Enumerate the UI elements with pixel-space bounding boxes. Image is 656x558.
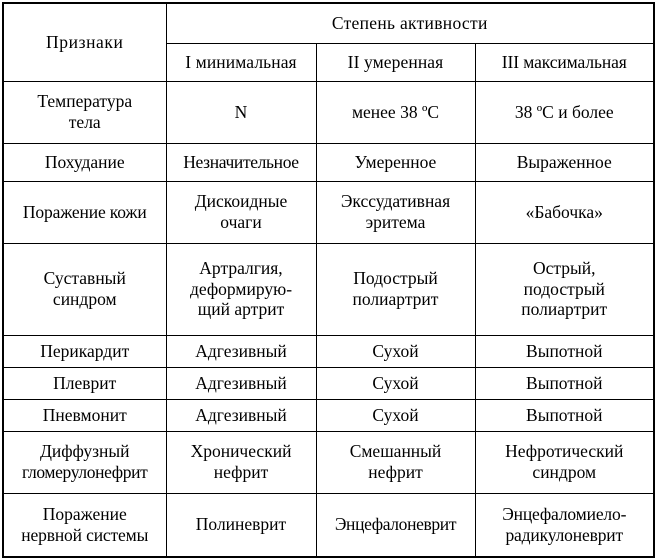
table-row bbox=[3, 399, 654, 431]
cell-line: Смешанный bbox=[349, 441, 442, 462]
table-row bbox=[3, 81, 654, 143]
cell-minimal: Адгезивный bbox=[166, 335, 316, 367]
cell-line: щий артрит bbox=[197, 299, 285, 320]
row-sign-pneumonitis: Пневмонит bbox=[3, 399, 166, 431]
cell-line: Артралгия, bbox=[199, 258, 283, 279]
row-sign-weight-loss: Похудание bbox=[3, 143, 166, 181]
cell-line: нефрит bbox=[213, 462, 269, 482]
cell-line: Хронический bbox=[190, 441, 292, 462]
sign-line: синдром bbox=[52, 289, 117, 309]
row-sign-joint-syndrome bbox=[3, 243, 166, 335]
header-signs: Признаки bbox=[3, 3, 166, 81]
header-degree-moderate: II умеренная bbox=[316, 43, 475, 81]
table-row bbox=[3, 243, 654, 335]
cell-maximal: Выпотной bbox=[475, 335, 654, 367]
sign-line: Диффузный bbox=[39, 441, 130, 462]
header-degree-maximal: III максимальная bbox=[475, 43, 654, 81]
sign-line: Температура bbox=[37, 91, 133, 112]
cell-minimal bbox=[166, 431, 316, 493]
cell-line: Подострый bbox=[353, 268, 438, 289]
cell-moderate: Сухой bbox=[316, 367, 475, 399]
sign-line: Поражение bbox=[42, 504, 127, 525]
cell-line: полиартрит bbox=[352, 289, 439, 309]
header-degree-minimal: I минимальная bbox=[166, 43, 316, 81]
cell-minimal: N bbox=[166, 81, 316, 143]
cell-maximal: 38 ºC и более bbox=[475, 81, 654, 143]
cell-line: подострый bbox=[523, 278, 605, 299]
cell-moderate bbox=[316, 243, 475, 335]
table-row bbox=[3, 493, 654, 557]
row-sign-nervous-system bbox=[3, 493, 166, 557]
table-header bbox=[3, 3, 654, 81]
cell-moderate bbox=[316, 181, 475, 243]
cell-moderate: Сухой bbox=[316, 399, 475, 431]
cell-maximal: «Бабочка» bbox=[475, 181, 654, 243]
row-sign-skin-lesion: Поражение кожи bbox=[3, 181, 166, 243]
cell-line: Острый, bbox=[532, 258, 596, 279]
cell-line: Энцефаломиело- bbox=[502, 504, 627, 525]
sign-line: Суставный bbox=[43, 268, 126, 289]
table-row bbox=[3, 335, 654, 367]
cell-line: синдром bbox=[532, 462, 597, 482]
cell-maximal: Выпотной bbox=[475, 367, 654, 399]
cell-minimal: Полиневрит bbox=[166, 493, 316, 557]
table-body bbox=[3, 81, 654, 557]
cell-moderate: Сухой bbox=[316, 335, 475, 367]
table-row bbox=[3, 181, 654, 243]
sign-line: нервной системы bbox=[21, 524, 149, 545]
cell-maximal bbox=[475, 431, 654, 493]
cell-line: эритема bbox=[365, 212, 426, 232]
cell-moderate bbox=[316, 431, 475, 493]
cell-moderate: Умеренное bbox=[316, 143, 475, 181]
cell-maximal bbox=[475, 243, 654, 335]
cell-line: Дискоидные bbox=[194, 191, 288, 212]
cell-moderate: менее 38 ºC bbox=[316, 81, 475, 143]
cell-line: очаги bbox=[220, 212, 262, 232]
cell-minimal: Адгезивный bbox=[166, 399, 316, 431]
row-sign-pericarditis: Перикардит bbox=[3, 335, 166, 367]
header-row-top bbox=[3, 3, 654, 43]
cell-minimal: Адгезивный bbox=[166, 367, 316, 399]
cell-minimal bbox=[166, 181, 316, 243]
cell-line: Экссудативная bbox=[340, 191, 451, 212]
table-row bbox=[3, 143, 654, 181]
cell-line: нефрит bbox=[368, 462, 423, 482]
row-sign-pleurisy: Плеврит bbox=[3, 367, 166, 399]
cell-maximal: Выпотной bbox=[475, 399, 654, 431]
cell-minimal bbox=[166, 243, 316, 335]
cell-moderate: Энцефалоневрит bbox=[316, 493, 475, 557]
cell-line: деформирую- bbox=[189, 278, 293, 299]
activity-degrees-table bbox=[2, 2, 655, 558]
table-row bbox=[3, 431, 654, 493]
cell-maximal: Выраженное bbox=[475, 143, 654, 181]
sign-line: тела bbox=[68, 112, 101, 132]
cell-maximal bbox=[475, 493, 654, 557]
cell-minimal: Незначительное bbox=[166, 143, 316, 181]
cell-line: полиартрит bbox=[521, 299, 608, 320]
sign-line: гломерулонефрит bbox=[22, 462, 148, 482]
row-sign-glomerulonephritis bbox=[3, 431, 166, 493]
table-row bbox=[3, 367, 654, 399]
row-sign-temperature bbox=[3, 81, 166, 143]
cell-line: радикулоневрит bbox=[505, 524, 624, 545]
header-activity-degree-group: Степень активности bbox=[166, 3, 654, 43]
cell-line: Нефротический bbox=[505, 441, 624, 462]
